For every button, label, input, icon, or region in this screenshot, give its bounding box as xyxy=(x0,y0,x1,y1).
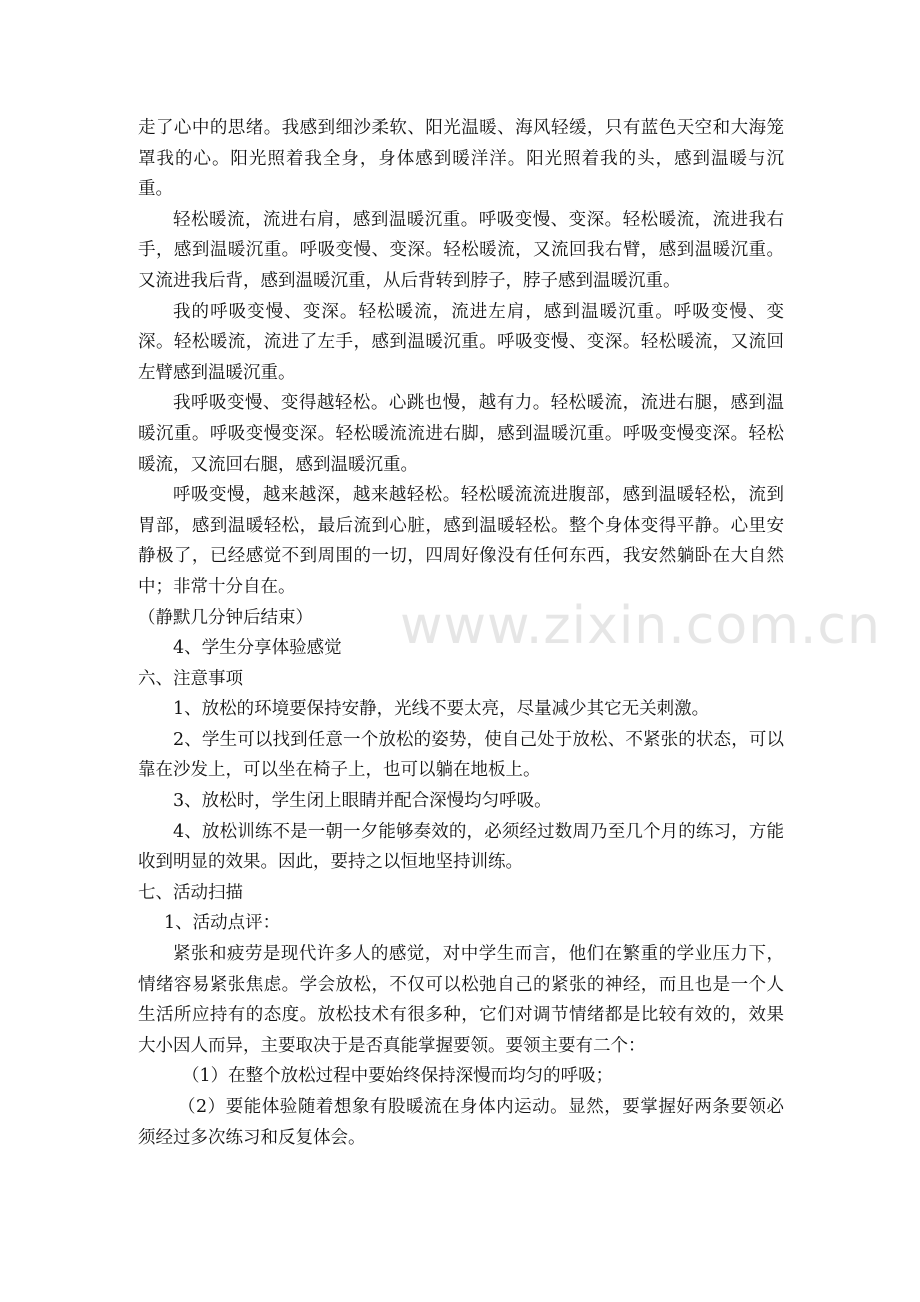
paragraph-silence-note: （静默几分钟后结束） xyxy=(138,607,313,628)
paragraph-continuation: 走了心中的思绪。我感到细沙柔软、阳光温暖、海风轻缓，只有蓝色天空和大海笼罩我的心。阳光照着我全身，身体感到暖洋洋。阳光照着我的头，感到温暖与沉重。 xyxy=(138,118,784,200)
paragraph-abdomen-heart: 呼吸变慢，越来越深，越来越轻松。轻松暖流流进腹部，感到温暖轻松，流到胃部，感到温暖轻松，最后流到心脏，感到温暖轻松。整个身体变得平静。心里安静极了，已经感觉不到周围的一切，四周好像没有任何东西，我安然躺卧在大自然中；非常十分自在。 xyxy=(138,485,784,597)
paragraph-right-side: 轻松暖流，流进右肩，感到温暖沉重。呼吸变慢、变深。轻松暖流，流进我右手，感到温暖沉重。呼吸变慢、变深。轻松暖流，又流回我右臂，感到温暖沉重。又流进我后背，感到温暖沉重，从后背转到脖子，脖子感到温暖沉重。 xyxy=(138,209,784,291)
subheading-activity-review: 1、活动点评： xyxy=(164,913,281,934)
section-heading-activity-scan: 七、活动扫描 xyxy=(138,882,243,903)
precaution-item-3: 3、放松时，学生闭上眼睛并配合深慢均匀呼吸。 xyxy=(173,791,552,812)
key-point-1: （1）在整个放松过程中要始终保持深慢而均匀的呼吸； xyxy=(182,1066,614,1087)
paragraph-left-side: 我的呼吸变慢、变深。轻松暖流，流进左肩，感到温暖沉重。呼吸变慢、变深。轻松暖流，流进了左手，感到温暖沉重。呼吸变慢、变深。轻松暖流，又流回左臂感到温暖沉重。 xyxy=(138,301,784,383)
section-heading-precautions: 六、注意事项 xyxy=(138,668,243,689)
watermark-text: www.zixin.com.cn xyxy=(400,596,881,656)
paragraph-review-body: 紧张和疲劳是现代许多人的感觉，对中学生而言，他们在繁重的学业压力下，情绪容易紧张焦虑。学会放松，不仅可以松弛自己的紧张的神经，而且也是一个人生活所应持有的态度。放松技术有很多种，它们对调节情绪都是比较有效的，效果大小因人而异，主要取决于是否真能掌握要领。要领主要有二个： xyxy=(138,944,784,1056)
key-point-2: （2）要能体验随着想象有股暖流在身体内运动。显然，要掌握好两条要领必须经过多次练习和反复体会。 xyxy=(138,1097,784,1148)
paragraph-right-leg: 我呼吸变慢、变得越轻松。心跳也慢，越有力。轻松暖流，流进右腿，感到温暖沉重。呼吸变慢变深。轻松暖流流进右脚，感到温暖沉重。呼吸变慢变深。轻松暖流，又流回右腿，感到温暖沉重。 xyxy=(138,393,784,475)
precaution-item-4: 4、放松训练不是一朝一夕能够奏效的，必须经过数周乃至几个月的练习，方能收到明显的效果。因此，要持之以恒地坚持训练。 xyxy=(138,821,784,873)
precaution-item-1: 1、放松的环境要保持安静，光线不要太亮，尽量减少其它无关刺激。 xyxy=(173,699,710,720)
step-share-experience: 4、学生分享体验感觉 xyxy=(173,638,342,659)
document-body xyxy=(138,113,784,1153)
precaution-item-2: 2、学生可以找到任意一个放松的姿势，使自己处于放松、不紧张的状态，可以靠在沙发上，可以坐在椅子上，也可以躺在地板上。 xyxy=(138,729,784,781)
